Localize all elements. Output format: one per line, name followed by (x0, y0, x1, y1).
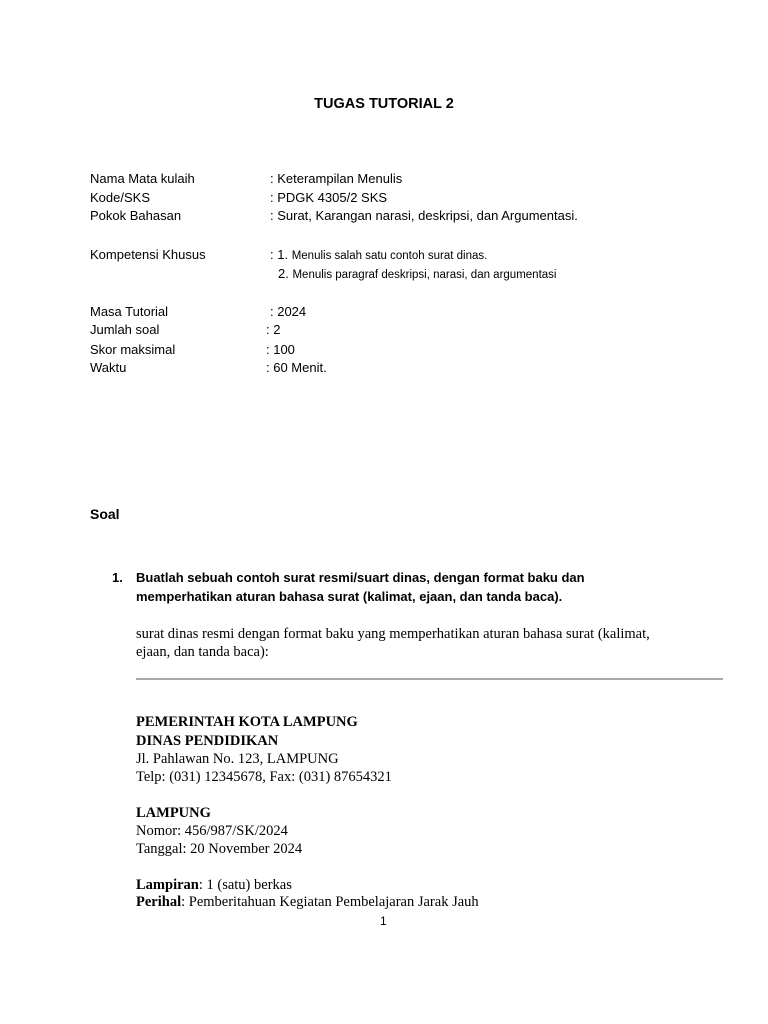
skor-value: : 100 (266, 342, 295, 357)
page-title: TUGAS TUTORIAL 2 (314, 96, 454, 112)
letter-lampiran (136, 877, 292, 894)
perihal-value: : Pemberitahuan Kegiatan Pembelajaran Jarak Jauh (181, 894, 479, 910)
waktu-label: Waktu (90, 360, 127, 375)
jumlah-label: Jumlah soal (90, 322, 160, 337)
pokok-label: Pokok Bahasan (90, 208, 182, 223)
letter-org-2: DINAS PENDIDIKAN (136, 733, 279, 749)
horizontal-rule (136, 678, 723, 680)
jumlah-value: : 2 (266, 322, 281, 337)
letter-tanggal: Tanggal: 20 November 2024 (136, 841, 303, 857)
question-1-line-1: Buatlah sebuah contoh surat resmi/suart dinas, dengan format baku dan (136, 570, 585, 585)
letter-phone: Telp: (031) 12345678, Fax: (031) 87654321 (136, 769, 392, 785)
letter-org-1: PEMERINTAH KOTA LAMPUNG (136, 714, 358, 730)
kode-value: : PDGK 4305/2 SKS (270, 190, 388, 205)
kode-label: Kode/SKS (90, 190, 150, 205)
page-number: 1 (380, 914, 387, 928)
lampiran-value: : 1 (satu) berkas (198, 877, 292, 893)
kompetensi-item-2 (278, 266, 556, 281)
kompetensi-item-1 (270, 247, 487, 262)
mata-kuliah-label: Nama Mata kulaih (90, 171, 195, 186)
perihal-label: Perihal (136, 894, 182, 910)
letter-perihal (136, 894, 479, 911)
letter-address: Jl. Pahlawan No. 123, LAMPUNG (136, 751, 339, 767)
mata-kuliah-value: : Keterampilan Menulis (270, 171, 403, 186)
waktu-value: : 60 Menit. (266, 360, 327, 375)
masa-value: : 2024 (270, 304, 307, 319)
question-1-number: 1. (112, 570, 123, 585)
kompetensi-prefix-1: : 1. (270, 247, 289, 262)
kompetensi-label: Kompetensi Khusus (90, 247, 206, 262)
question-1-line-2: memperhatikan aturan bahasa surat (kalimat, ejaan, dan tanda baca). (136, 589, 563, 604)
letter-city: LAMPUNG (136, 805, 211, 821)
answer-intro-line-1: surat dinas resmi dengan format baku yang memperhatikan aturan bahasa surat (kalimat, (136, 626, 650, 642)
answer-intro-line-2: ejaan, dan tanda baca): (136, 644, 269, 660)
skor-label: Skor maksimal (90, 342, 176, 357)
kompetensi-prefix-2: 2. (278, 266, 289, 281)
masa-label: Masa Tutorial (90, 304, 169, 319)
soal-heading: Soal (90, 506, 120, 522)
kompetensi-text-1: Menulis salah satu contoh surat dinas. (291, 250, 488, 262)
kompetensi-text-2: Menulis paragraf deskripsi, narasi, dan argumentasi (292, 269, 557, 281)
letter-nomor: Nomor: 456/987/SK/2024 (136, 823, 288, 839)
lampiran-label: Lampiran (136, 877, 199, 893)
pokok-value: : Surat, Karangan narasi, deskripsi, dan Argumentasi. (270, 208, 578, 223)
